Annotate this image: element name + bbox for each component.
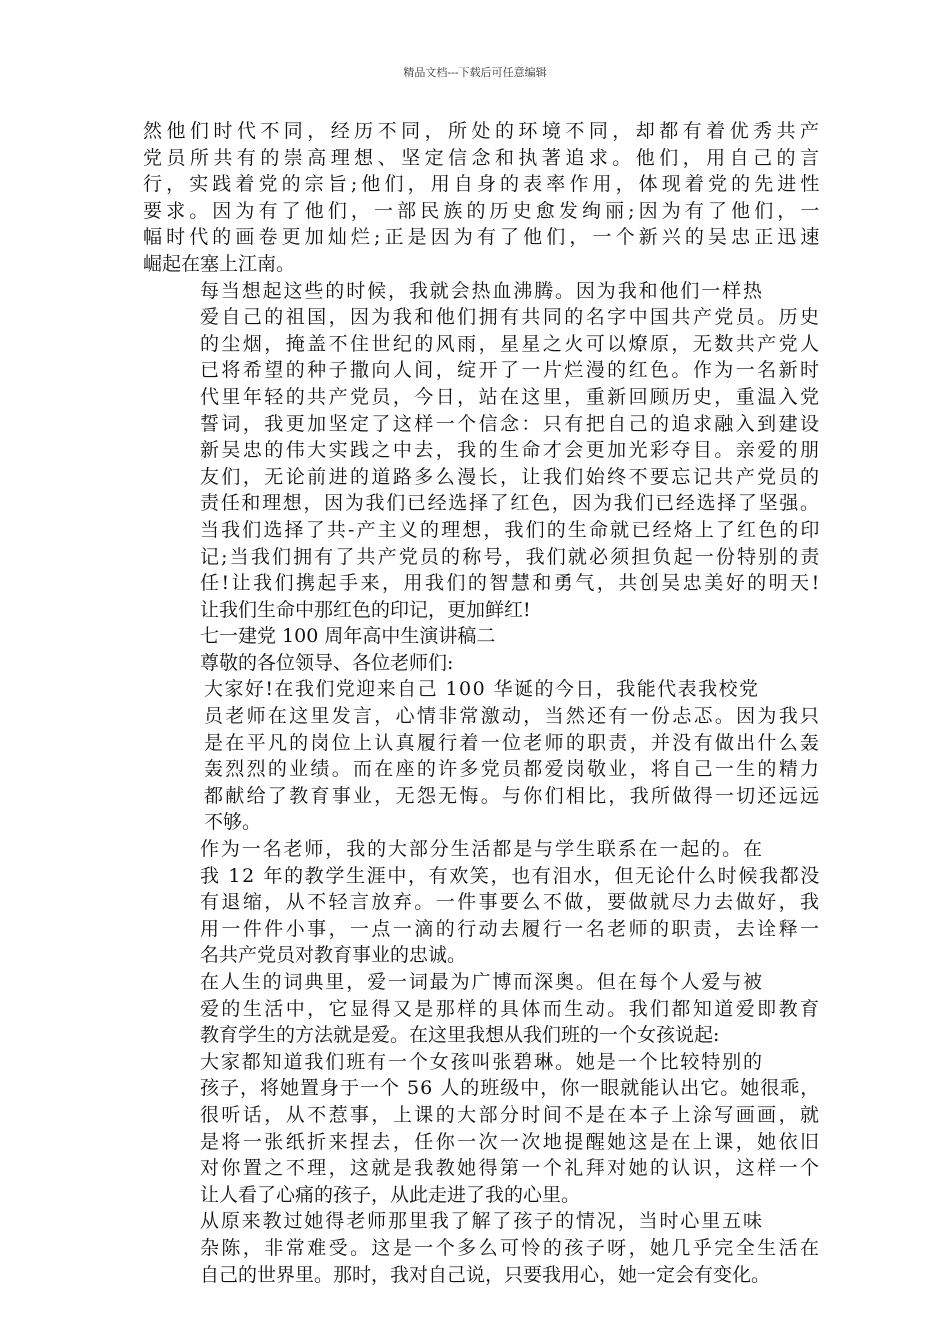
text-line: 很听话，从不惹事，上课的大部分时间不是在本子上涂写画画，就 [200, 1103, 822, 1126]
paragraph [143, 650, 819, 677]
paragraph [143, 1208, 822, 1288]
text-line: 幅时代的画卷更加灿烂;正是因为有了他们，一个新兴的吴忠正迅速 [143, 226, 824, 249]
text-line: 大家好!在我们党迎来自己 100 华诞的今日，我能代表我校党 [204, 678, 760, 701]
text-line: 有退缩，从不轻言放弃。一件事要么不做，要做就尽力去做好，我 [200, 891, 822, 914]
text-line: 是在平凡的岗位上认真履行着一位老师的职责，并没有做出什么轰 [204, 731, 822, 754]
paragraph [143, 623, 819, 650]
text-line: 是将一张纸折来捏去，任你一次一次地提醒她这是在上课，她依旧 [200, 1130, 822, 1153]
text-line: 孩子，将她置身于一个 56 人的班级中，你一眼就能认出它。她很乖， [200, 1077, 821, 1100]
text-line: 大家都知道我们班有一个女孩叫张碧琳。她是一个比较特别的 [200, 1050, 764, 1073]
text-line: 党员所共有的崇高理想、坚定信念和执著追求。他们，用自己的言 [143, 146, 824, 169]
text-line: 用一件件小事，一点一滴的行动去履行一名老师的职责，去诠释一 [200, 917, 822, 940]
paragraph [143, 836, 822, 969]
text-line: 爱自己的祖国，因为我和他们拥有共同的名字中国共产党员。历史 [200, 306, 822, 329]
text-line: 当我们选择了共-产主义的理想，我们的生命就已经烙上了红色的印 [200, 518, 822, 541]
paragraph [143, 969, 822, 1049]
text-line: 要求。因为有了他们，一部民族的历史愈发绚丽;因为有了他们，一 [143, 199, 824, 222]
text-line: 我 12 年的教学生涯中，有欢笑，也有泪水，但无论什么时候我都没 [200, 864, 821, 887]
text-line: 责任和理想，因为我们已经选择了红色，因为我们已经选择了坚强。 [200, 492, 821, 515]
text-line: 每当想起这些的时候，我就会热血沸腾。因为我和他们一样热 [200, 279, 764, 302]
text-line: 崛起在塞上江南。 [143, 252, 296, 275]
page-header: 精品文档---下载后可任意编辑 [403, 66, 547, 79]
text-line: 尊敬的各位领导、各位老师们: [200, 651, 454, 674]
text-line: 员老师在这里发言，心情非常激动，当然还有一份忐忑。因为我只 [204, 705, 822, 728]
text-line: 让我们生命中那红色的印记，更加鲜红! [200, 598, 531, 621]
text-line: 已将希望的种子撒向人间，绽开了一片烂漫的红色。作为一名新时 [200, 359, 822, 382]
paragraph [143, 118, 824, 278]
text-line: 让人看了心痛的孩子，从此走进了我的心里。 [200, 1183, 581, 1206]
paragraph [143, 1049, 822, 1209]
text-line: 行，实践着党的宗旨;他们，用自身的表率作用，体现着党的先进性 [143, 173, 824, 196]
text-line: 七一建党 100 周年高中生演讲稿二 [200, 625, 496, 648]
text-line: 都献给了教育事业，无怨无悔。与你们相比，我所做得一切还远远 [204, 784, 822, 807]
text-line: 名共产党员对教育事业的忠诚。 [200, 944, 467, 967]
text-line: 任!让我们携起手来，用我们的智慧和勇气，共创吴忠美好的明天! [200, 572, 822, 595]
text-line: 代里年轻的共产党员，今日，站在这里，重新回顾历史，重温入党 [200, 385, 822, 408]
text-line: 誓词，我更加坚定了这样一个信念：只有把自己的追求融入到建设 [200, 412, 822, 435]
document-body [143, 118, 824, 1288]
text-line: 爱的生活中，它显得又是那样的具体而生动。我们都知道爱即教育 [200, 997, 822, 1020]
paragraph [143, 676, 822, 836]
paragraph [143, 278, 822, 624]
text-line: 杂陈，非常难受。这是一个多么可怜的孩子呀，她几乎完全生活在 [200, 1236, 822, 1259]
text-line: 新吴忠的伟大实践之中去，我的生命才会更加光彩夺目。亲爱的朋 [200, 439, 822, 462]
text-line: 从原来教过她得老师那里我了解了孩子的情况，当时心里五味 [200, 1210, 764, 1233]
text-line: 然他们时代不同，经历不同，所处的环境不同，却都有着优秀共产 [143, 120, 824, 142]
text-line: 记;当我们拥有了共产党员的称号，我们就必须担负起一份特别的责 [200, 545, 822, 568]
text-line: 对你置之不理，这就是我教她得第一个礼拜对她的认识，这样一个 [200, 1157, 822, 1180]
text-line: 在人生的词典里，爱一词最为广博而深奥。但在每个人爱与被 [200, 971, 764, 993]
text-line: 作为一名老师，我的大部分生活都是与学生联系在一起的。在 [200, 838, 764, 861]
text-line: 的尘烟，掩盖不住世纪的风雨，星星之火可以燎原，无数共产党人 [200, 332, 822, 355]
text-line: 自己的世界里。那时，我对自己说，只要我用心，她一定会有变化。 [200, 1263, 771, 1286]
text-line: 轰烈烈的业绩。而在座的许多党员都爱岗敬业，将自己一生的精力 [204, 758, 822, 781]
text-line: 友们，无论前进的道路多么漫长，让我们始终不要忘记共产党员的 [200, 465, 822, 488]
text-line: 教育学生的方法就是爱。在这里我想从我们班的一个女孩说起: [200, 1024, 720, 1047]
text-line: 不够。 [204, 811, 262, 834]
